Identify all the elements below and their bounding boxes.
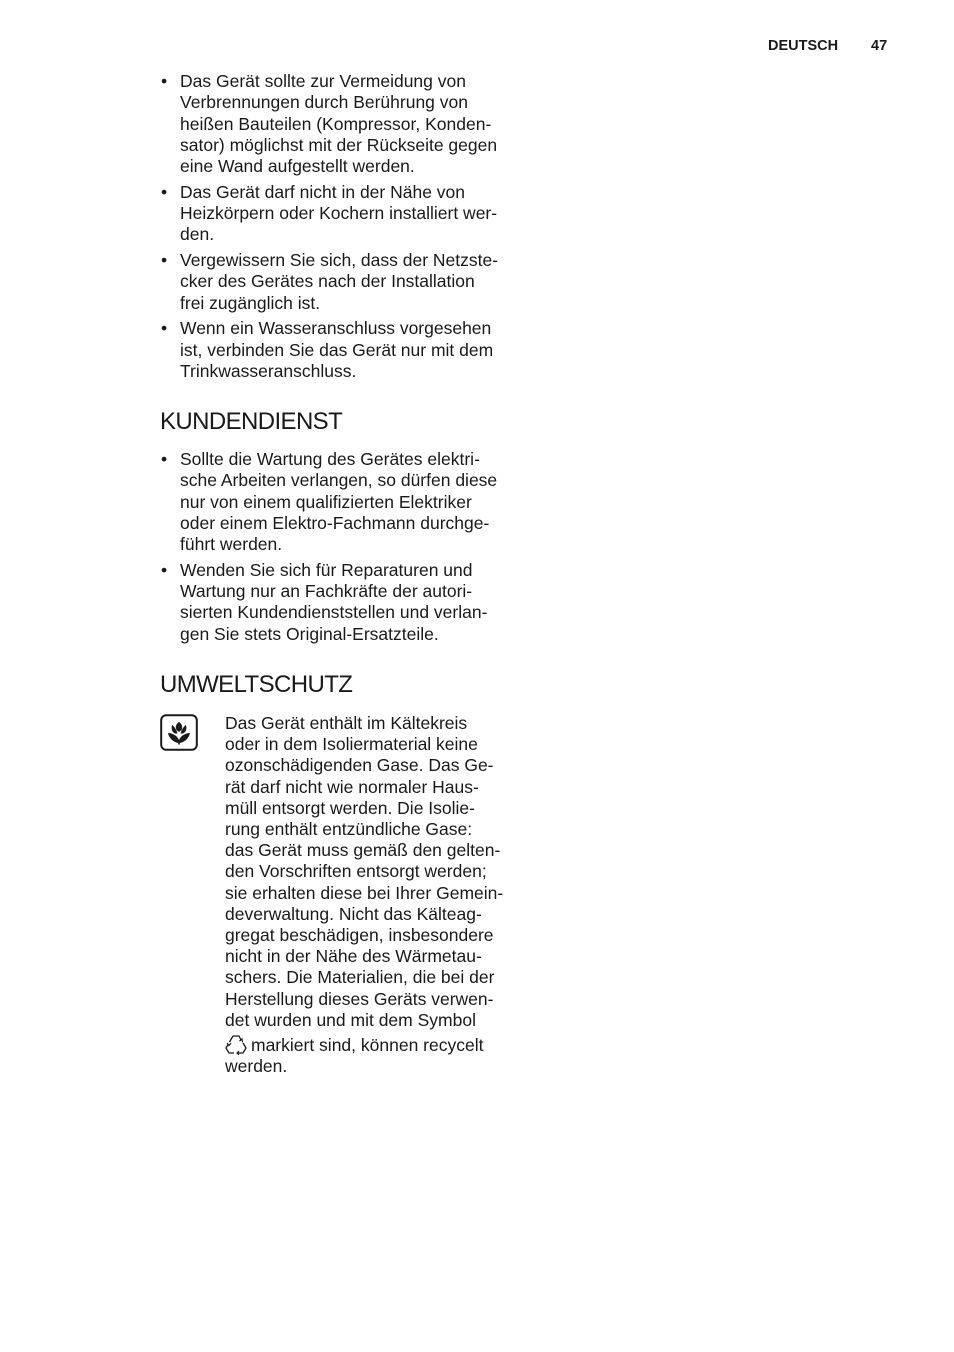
bullet-dot: • [161, 318, 168, 339]
list-item-line: Sollte die Wartung des Gerätes elektri- [180, 449, 480, 469]
list-item-line: Wartung nur an Fachkräfte der autori- [180, 581, 473, 602]
bullet-dot: • [161, 559, 168, 580]
intro-bullet-list [160, 71, 520, 387]
kundendienst-bullet-list [160, 449, 520, 649]
page-number: 47 [871, 38, 888, 54]
paragraph-line: schers. Die Materialien, die bei der [225, 967, 495, 988]
paragraph-line: müll entsorgt werden. Die Isolie- [225, 797, 475, 818]
list-item-line: sator) möglichst mit der Rückseite gegen [180, 134, 498, 155]
list-item [160, 560, 520, 645]
bullet-dot: • [161, 449, 168, 469]
list-item [160, 71, 520, 177]
list-item-line: Wenn ein Wasseranschluss vorgesehen [180, 318, 492, 339]
bullet-dot: • [161, 71, 168, 91]
paragraph-line: rung enthält entzündliche Gase: [225, 819, 473, 840]
paragraph-line: oder in dem Isoliermaterial keine [225, 734, 478, 755]
list-item-line: Heizkörpern oder Kochern installiert wer- [180, 203, 498, 224]
paragraph-line-with-symbol [225, 1034, 520, 1056]
list-item-line: cker des Gerätes nach der Installation [180, 271, 475, 292]
paragraph-line: werden. [225, 1056, 288, 1077]
list-item [160, 250, 520, 314]
list-item-line: den. [180, 224, 215, 245]
list-item-line: Das Gerät darf nicht in der Nähe von [180, 181, 466, 202]
list-item-line: nur von einem qualifizierten Elektriker [180, 491, 472, 512]
paragraph-line: den Vorschriften entsorgt werden; [225, 861, 487, 882]
paragraph-line: det wurden und mit dem Symbol [225, 1009, 476, 1030]
section-heading-umweltschutz: UMWELTSCHUTZ [160, 671, 353, 698]
list-item-line: Wenden Sie sich für Reparaturen und [180, 559, 473, 580]
umweltschutz-paragraph [225, 713, 520, 1077]
list-item-line: ist, verbinden Sie das Gerät nur mit dem [180, 339, 494, 360]
list-item-line: Vergewissern Sie sich, dass der Netzste- [180, 250, 499, 271]
list-item-line: frei zugänglich ist. [180, 292, 321, 313]
paragraph-line: sie erhalten diese bei Ihrer Gemein- [225, 882, 504, 903]
paragraph-line: deverwaltung. Nicht das Kälteag- [225, 903, 482, 924]
bullet-dot: • [161, 181, 168, 202]
paragraph-line: Das Gerät enthält im Kältekreis [225, 713, 468, 733]
paragraph-line: das Gerät muss gemäß den gelten- [225, 840, 501, 861]
list-item-line: sierten Kundendienststellen und verlan- [180, 602, 488, 623]
list-item-line: heißen Bauteilen (Kompressor, Konden- [180, 113, 492, 134]
paragraph-line: ozonschädigenden Gase. Das Ge- [225, 755, 494, 776]
list-item-line: Das Gerät sollte zur Vermeidung von [180, 71, 466, 91]
paragraph-line: rät darf nicht wie normaler Haus- [225, 776, 479, 797]
list-item-line: führt werden. [180, 534, 283, 555]
paragraph-line: Herstellung dieses Geräts verwen- [225, 988, 494, 1009]
paragraph-line: markiert sind, können recycelt [251, 1035, 484, 1056]
bullet-dot: • [161, 250, 168, 271]
list-item-line: Verbrennungen durch Berührung von [180, 92, 468, 113]
list-item-line: eine Wand aufgestellt werden. [180, 156, 415, 177]
paragraph-line: nicht in der Nähe des Wärmetau- [225, 946, 482, 967]
list-item [160, 182, 520, 246]
header-language: DEUTSCH [768, 38, 839, 54]
environment-flower-icon [160, 714, 198, 751]
list-item-line: gen Sie stets Original-Ersatzteile. [180, 623, 439, 644]
list-item [160, 449, 520, 555]
page-header [740, 38, 890, 60]
list-item-line: sche Arbeiten verlangen, so dürfen diese [180, 470, 498, 491]
list-item-line: Trinkwasseranschluss. [180, 361, 357, 382]
section-heading-kundendienst: KUNDENDIENST [160, 408, 343, 435]
recycle-icon [225, 1034, 247, 1055]
paragraph-line: gregat beschädigen, insbesondere [225, 925, 494, 946]
list-item [160, 318, 520, 382]
list-item-line: oder einem Elektro-Fachmann durchge- [180, 512, 490, 533]
